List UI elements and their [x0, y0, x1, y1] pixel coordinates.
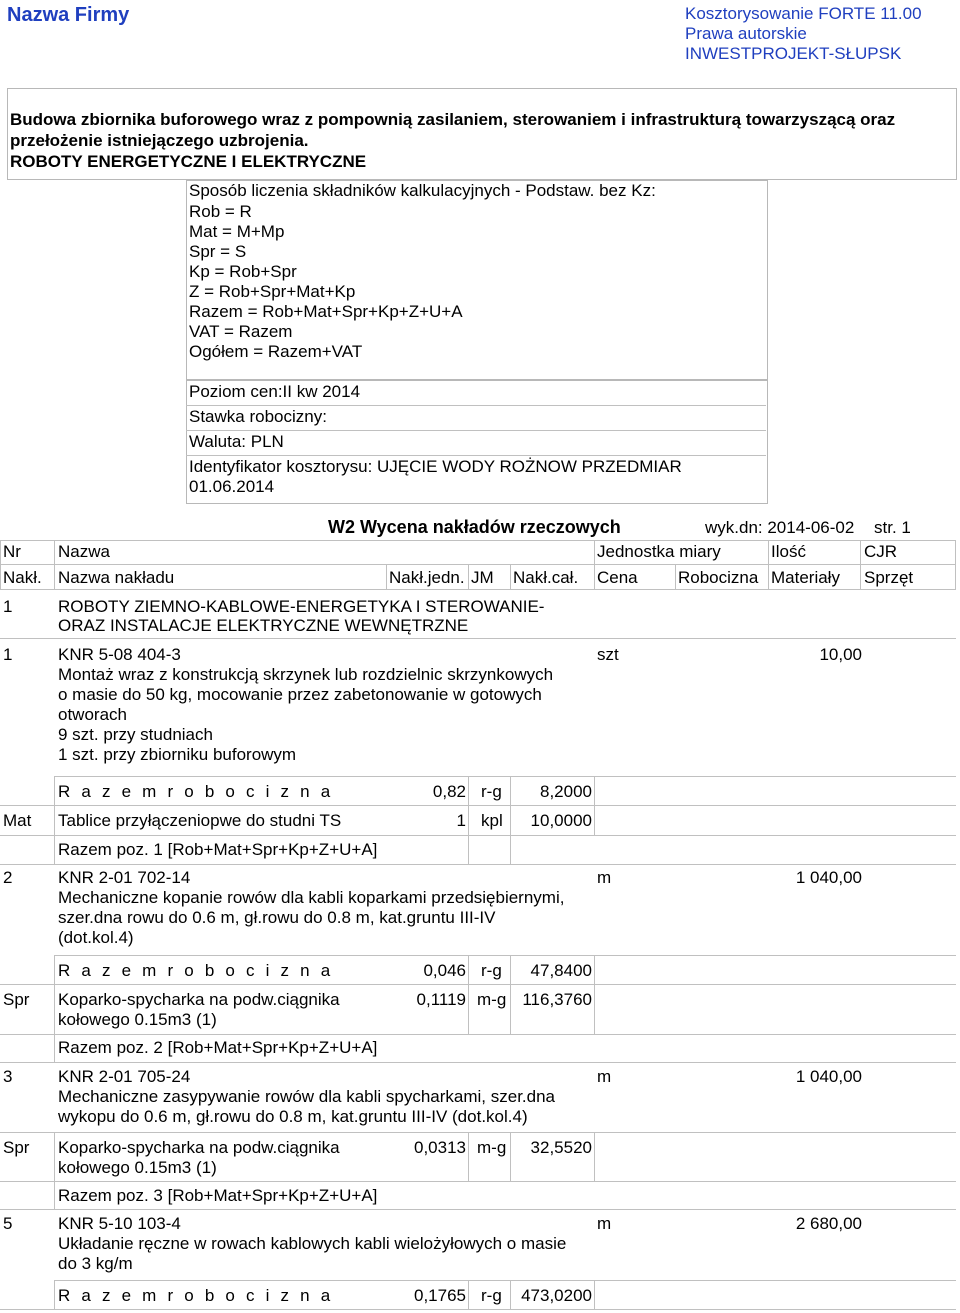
col-unit-qty: Nakł.jedn.	[389, 568, 465, 587]
item-qty: 2 680,00	[795, 1214, 862, 1233]
item-qty: 10,00	[819, 645, 862, 664]
labor-jm: r-g	[481, 782, 502, 801]
labor-total: 8,2000	[540, 782, 592, 801]
labor-total: 473,0200	[521, 1286, 592, 1305]
estimate-identifier-line2: 01.06.2014	[189, 477, 275, 496]
item-sum: Razem poz. 2 [Rob+Mat+Spr+Kp+Z+U+A]	[58, 1038, 378, 1057]
col-nr: Nr	[3, 542, 21, 561]
formula-spr: Spr = S	[189, 242, 247, 261]
col-total: Nakł.cał.	[513, 568, 579, 587]
col-name: Nazwa	[58, 542, 110, 561]
col-price: Cena	[597, 568, 638, 587]
currency: Waluta: PLN	[189, 432, 284, 451]
copyright-label: Prawa autorskie	[685, 24, 807, 43]
resource-total: 116,3760	[522, 990, 592, 1009]
formula-vat: VAT = Razem	[189, 322, 293, 341]
item-code: KNR 2-01 705-24	[58, 1067, 191, 1086]
col-jm: JM	[471, 568, 494, 587]
item-sum: Razem poz. 3 [Rob+Mat+Spr+Kp+Z+U+A]	[58, 1186, 378, 1205]
resource-unit-qty: 1	[456, 811, 466, 830]
col-labor: Robocizna	[678, 568, 759, 587]
group-title-line2: ORAZ INSTALACJE ELEKTRYCZNE WEWNĘTRZNE	[58, 616, 469, 635]
labor-rate: Stawka robocizny:	[189, 407, 327, 426]
labor-unit-qty: 0,82	[432, 782, 466, 801]
item-unit: m	[597, 868, 612, 887]
item-desc-line: o masie do 50 kg, mocowanie przez zabetonowanie w gotowych	[58, 685, 542, 704]
formula-z: Z = Rob+Spr+Mat+Kp	[189, 282, 356, 301]
section-title: ROBOTY ENERGETYCZNE I ELEKTRYCZNE	[10, 152, 367, 171]
labor-total-label: R a z e m r o b o c i z n a	[58, 782, 334, 801]
item-nr: 2	[3, 868, 13, 887]
col-resource-name: Nazwa nakładu	[58, 568, 175, 587]
item-desc-line: wykopu do 0.6 m, gł.rowu do 0.8 m, kat.gruntu III-IV (dot.kol.4)	[58, 1107, 528, 1126]
labor-jm: r-g	[481, 1286, 502, 1305]
col-cjr: CJR	[864, 542, 898, 561]
resource-name-line2: kołowego 0.15m3 (1)	[58, 1158, 217, 1177]
resource-unit-qty: 0,0313	[414, 1138, 466, 1157]
project-title-line1: Budowa zbiornika buforowego wraz z pompownią zasilaniem, sterowaniem i infrastrukturą towarzyszącą oraz	[10, 110, 896, 129]
item-unit: m	[597, 1067, 612, 1086]
estimate-identifier-line1: Identyfikator kosztorysu: UJĘCIE WODY ROŻNOW PRZEDMIAR	[189, 457, 682, 476]
item-desc-line: Mechaniczne zasypywanie rowów dla kabli spycharkami, szer.dna	[58, 1087, 556, 1106]
col-unit: Jednostka miary	[597, 542, 721, 561]
group-nr: 1	[3, 597, 13, 616]
formula-razem: Razem = Rob+Mat+Spr+Kp+Z+U+A	[189, 302, 463, 321]
resource-name-line2: kołowego 0.15m3 (1)	[58, 1010, 217, 1029]
labor-unit-qty: 0,1765	[414, 1286, 466, 1305]
col-qty: Ilość	[771, 542, 806, 561]
resource-type: Spr	[3, 1138, 30, 1157]
resource-jm: m-g	[477, 1138, 507, 1157]
item-desc-line: Mechaniczne kopanie rowów dla kabli koparkami przedsiębiernymi,	[58, 888, 565, 907]
company-name: Nazwa Firmy	[7, 4, 130, 26]
report-date: wyk.dn: 2014-06-02	[705, 518, 855, 537]
labor-total-label: R a z e m r o b o c i z n a	[58, 961, 334, 980]
item-code: KNR 5-10 103-4	[58, 1214, 181, 1233]
item-desc-line: Układanie ręczne w rowach kablowych kabli wielożyłowych o masie	[58, 1234, 567, 1253]
formula-rob: Rob = R	[189, 202, 252, 221]
item-nr: 3	[3, 1067, 13, 1086]
resource-name: Tablice przyłączeniopwe do studni TS	[58, 811, 342, 830]
resource-total: 32,5520	[530, 1138, 592, 1157]
item-unit: szt	[597, 645, 619, 664]
licensee-name: INWESTPROJEKT-SŁUPSK	[685, 44, 902, 63]
resource-jm: kpl	[481, 811, 503, 830]
formula-kp: Kp = Rob+Spr	[189, 262, 297, 281]
resource-jm: m-g	[477, 990, 507, 1009]
item-desc-line: 9 szt. przy studniach	[58, 725, 213, 744]
labor-jm: r-g	[481, 961, 502, 980]
item-desc-line: szer.dna rowu do 0.6 m, gł.rowu do 0.8 m, kat.gruntu III-IV	[58, 908, 496, 927]
page-number: str. 1	[874, 518, 911, 537]
item-nr: 5	[3, 1214, 13, 1233]
item-sum: Razem poz. 1 [Rob+Mat+Spr+Kp+Z+U+A]	[58, 840, 378, 859]
resource-name-line1: Koparko-spycharka na podw.ciągnika	[58, 1138, 340, 1157]
item-desc-line: Montaż wraz z konstrukcją skrzynek lub rozdzielnic skrzynkowych	[58, 665, 554, 684]
resource-unit-qty: 0,1119	[416, 990, 466, 1009]
resource-type: Mat	[3, 811, 32, 830]
item-nr: 1	[3, 645, 13, 664]
labor-total: 47,8400	[530, 961, 592, 980]
project-title-line2: przełożenie istniejączego uzbrojenia.	[10, 131, 309, 150]
item-desc-line: 1 szt. przy zbiorniku buforowym	[58, 745, 297, 764]
group-title-line1: ROBOTY ZIEMNO-KABLOWE-ENERGETYKA I STEROWANIE-	[58, 597, 545, 616]
resource-name-line1: Koparko-spycharka na podw.ciągnika	[58, 990, 340, 1009]
resource-type: Spr	[3, 990, 30, 1009]
item-qty: 1 040,00	[795, 1067, 862, 1086]
formula-mat: Mat = M+Mp	[189, 222, 285, 241]
item-desc-line: do 3 kg/m	[58, 1254, 133, 1273]
item-unit: m	[597, 1214, 612, 1233]
item-desc-line: otworach	[58, 705, 127, 724]
formula-ogolem: Ogółem = Razem+VAT	[189, 342, 363, 361]
resource-total: 10,0000	[530, 811, 592, 830]
col-nakl: Nakł.	[3, 568, 42, 587]
price-level: Poziom cen:II kw 2014	[189, 382, 361, 401]
report-title: W2 Wycena nakładów rzeczowych	[328, 517, 621, 537]
item-qty: 1 040,00	[795, 868, 862, 887]
col-materials: Materiały	[771, 568, 840, 587]
col-equipment: Sprzęt	[864, 568, 914, 587]
calc-method: Sposób liczenia składników kalkulacyjnych - Podstaw. bez Kz:	[189, 181, 656, 200]
item-code: KNR 2-01 702-14	[58, 868, 191, 887]
software-name: Kosztorysowanie FORTE 11.00	[685, 4, 922, 23]
item-desc-line: (dot.kol.4)	[58, 928, 134, 947]
labor-total-label: R a z e m r o b o c i z n a	[58, 1286, 334, 1305]
item-code: KNR 5-08 404-3	[58, 645, 181, 664]
labor-unit-qty: 0,046	[423, 961, 466, 980]
